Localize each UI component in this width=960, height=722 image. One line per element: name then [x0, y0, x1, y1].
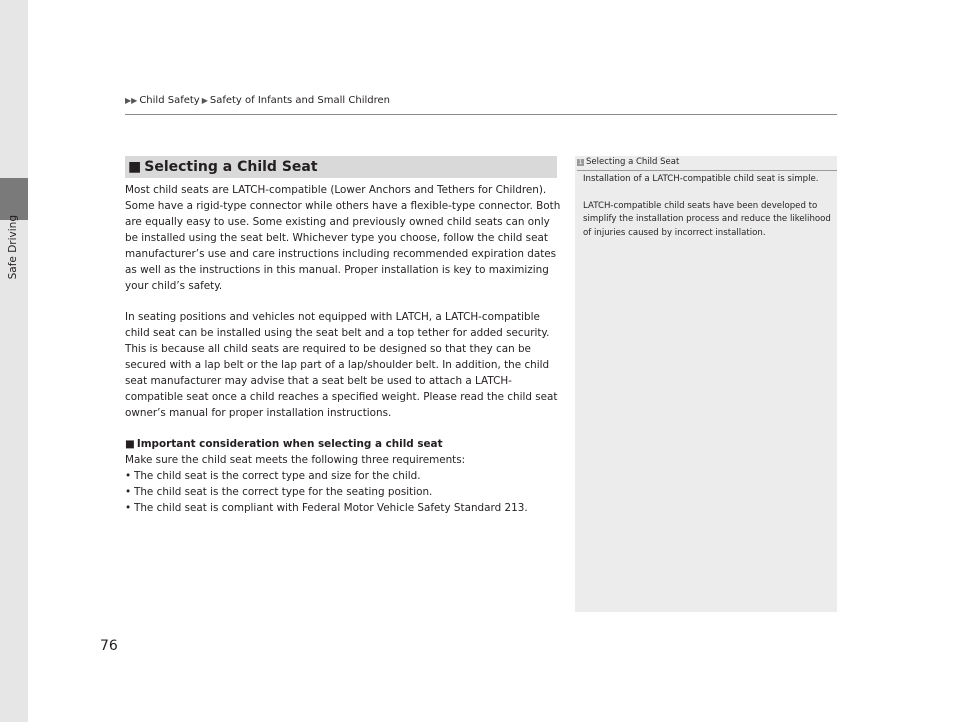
breadcrumb-link-child-safety[interactable]: Child Safety [139, 95, 200, 106]
list-item: • The child seat is the correct type for the seating position. [125, 486, 433, 498]
side-note-body [583, 173, 831, 240]
side-note-paragraph: LATCH-compatible child seats have been developed to simplify the installation process and reduce the likelihood of injuries caused by incorrect installation. [583, 200, 831, 238]
section-heading-text: Selecting a Child Seat [144, 159, 318, 175]
requirements-intro: Make sure the child seat meets the following three requirements: [125, 454, 466, 466]
bullet-dot-icon: • [125, 502, 132, 514]
paragraph-no-latch: In seating positions and vehicles not equipped with LATCH, a LATCH-compatible child seat can be installed using the seat belt and a top tether for added security. This is because all child seats are required to be designed so that they can be secured with a lap belt or the lap part of a lap/shoulder belt. In addition, the child seat manufacturer may advise that a seat belt be used to attach a LATCH-compatible seat once a child reaches a specified weight. Please read the child seat owner’s manual for proper installation instructions. [125, 311, 558, 419]
chapter-tab-marker [0, 178, 28, 220]
breadcrumb-arrow-icon: ▶▶ [125, 96, 138, 105]
breadcrumb [125, 95, 390, 106]
requirements-list [125, 468, 561, 516]
side-note-paragraph: Installation of a LATCH-compatible child seat is simple. [583, 174, 819, 184]
square-bullet-icon: ■ [128, 159, 142, 175]
breadcrumb-current-section: Safety of Infants and Small Children [209, 95, 390, 106]
reference-marker-icon: 1 [578, 159, 583, 166]
side-note-title [577, 157, 679, 167]
subheading [125, 436, 561, 452]
chapter-label: Safe Driving [7, 215, 19, 280]
bullet-dot-icon: • [125, 486, 132, 498]
list-item: • The child seat is compliant with Federal Motor Vehicle Safety Standard 213. [125, 502, 528, 514]
square-bullet-icon: ■ [125, 438, 135, 450]
header-divider [125, 114, 837, 115]
section-heading [125, 156, 557, 178]
paragraph-latch-intro: Most child seats are LATCH-compatible (Lower Anchors and Tethers for Children). Some have a rigid-type connector while others have a flexible-type connector. Both are equally easy to use. Some existing and previously owned child seats can only be installed using the seat belt. Whichever type you choose, follow the child seat manufacturer’s use and care instructions including recommended expiration dates as well as the instructions in this manual. Proper installation is key to maximizing your child’s safety. [125, 184, 561, 292]
list-item: • The child seat is the correct type and size for the child. [125, 470, 421, 482]
page-number: 76 [100, 638, 118, 654]
side-note-divider [577, 170, 837, 171]
chapter-side-tab [0, 0, 28, 722]
side-note-title-text: Selecting a Child Seat [586, 157, 680, 167]
bullet-dot-icon: • [125, 470, 132, 482]
breadcrumb-arrow-icon: ▶ [201, 96, 208, 105]
main-content [125, 182, 561, 516]
subheading-text: Important consideration when selecting a child seat [136, 438, 443, 450]
